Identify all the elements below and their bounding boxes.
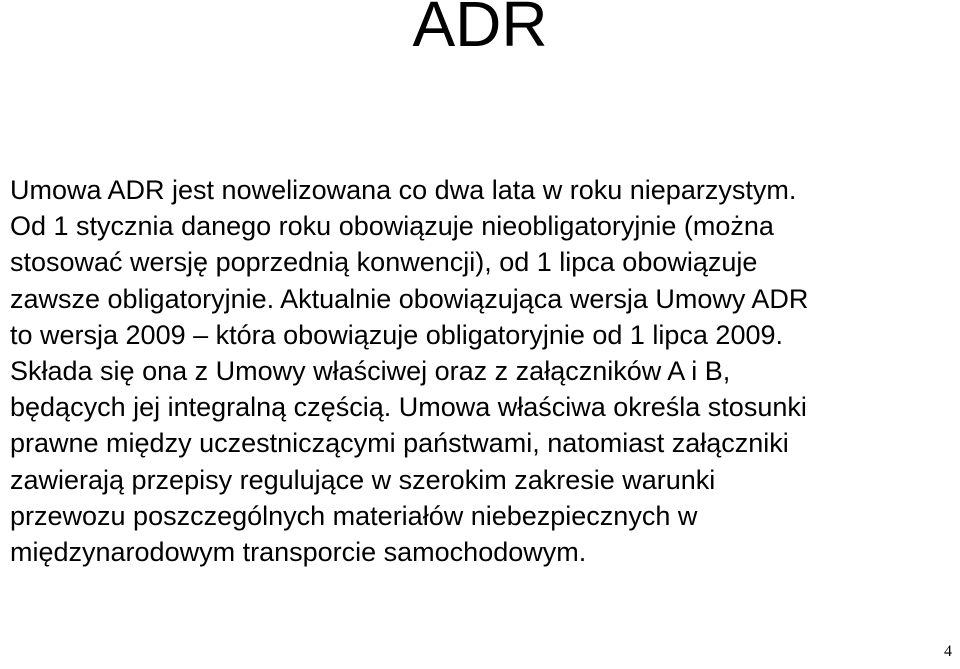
body-line: prawne między uczestniczącymi państwami, natomiast załączniki bbox=[10, 428, 789, 459]
body-line: zawierają przepisy regulujące w szerokim zakresie warunki bbox=[10, 464, 716, 495]
slide-title: ADR bbox=[412, 0, 548, 60]
body-paragraph bbox=[10, 172, 956, 570]
body-line: przewozu poszczególnych materiałów niebezpiecznych w bbox=[10, 500, 698, 531]
body-line: stosować wersję poprzednią konwencji), od 1 lipca obowiązuje bbox=[10, 247, 758, 278]
body-line: międzynarodowym transporcie samochodowym. bbox=[10, 537, 587, 568]
body-line: Składa się ona z Umowy właściwej oraz z załączników A i B, bbox=[10, 356, 731, 387]
body-line: Umowa ADR jest nowelizowana co dwa lata w roku nieparzystym. bbox=[10, 175, 797, 205]
page-number: 4 bbox=[944, 643, 952, 660]
body-line: to wersja 2009 – która obowiązuje obligatoryjnie od 1 lipca 2009. bbox=[10, 319, 783, 350]
body-line: Od 1 stycznia danego roku obowiązuje nieobligatoryjnie (można bbox=[10, 211, 774, 242]
body-line: zawsze obligatoryjnie. Aktualnie obowiązująca wersja Umowy ADR bbox=[10, 283, 809, 314]
body-line: będących jej integralną częścią. Umowa właściwa określa stosunki bbox=[10, 392, 807, 423]
